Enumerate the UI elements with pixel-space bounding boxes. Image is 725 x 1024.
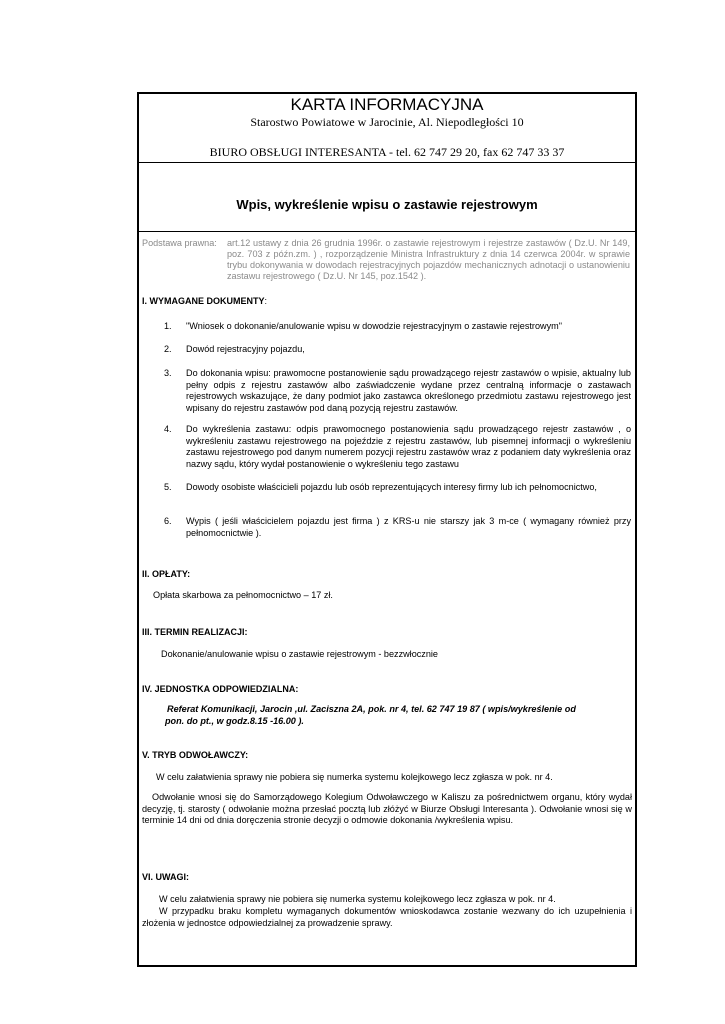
header-divider bbox=[139, 162, 635, 163]
office-address: Starostwo Powiatowe w Jarocinie, Al. Niepodległości 10 bbox=[250, 115, 524, 129]
appeal-paragraph-2: Odwołanie wnosi się do Samorządowego Kolegium Odwoławczego w Kaliszu za pośrednictwem organu, który wydał decyzję, tj. starosty ( odwołanie można przesłać pocztą lub złóżyć w Biurze Obsługi Interesanta ). Odwołanie wnosi się w terminie 14 dni od dnia doręczenia stronie decyzji o odmowie dokonania /wykreślenia wpisu. bbox=[142, 792, 632, 826]
term-text: Dokonanie/anulowanie wpisu o zastawie rejestrowym - bezzwłocznie bbox=[161, 649, 438, 659]
section-appeal-title: V. TRYB ODWOŁAWCZY: bbox=[142, 750, 249, 760]
section-documents-title: I. WYMAGANE DOKUMENTY: bbox=[142, 296, 268, 306]
contact-line: BIURO OBSŁUGI INTERESANTA - tel. 62 747 29 20, fax 62 747 33 37 bbox=[209, 145, 565, 159]
legal-basis-text: art.12 ustawy z dnia 26 grudnia 1996r. o zastawie rejestrowym i rejestrze zastawów ( Dz.U. Nr 149, poz. 703 z późn.zm. ) , rozporządzenie Ministra Infrastruktury z dnia 14 czerwca 2004r. w sprawie trybu dokonywania w dowodach rejestracyjnych pojazdów mechanicznych adnotacji o ustanowieniu zastawu rejestrowego ( Dz.U. Nr 145, poz.1542 ). bbox=[227, 238, 630, 281]
unit-line-1: Referat Komunikacji, Jarocin ,ul. Zaciszna 2A, pok. nr 4, tel. 62 747 19 87 ( wpis/wykreślenie od bbox=[167, 704, 576, 714]
section-term-title: III. TERMIN REALIZACJI: bbox=[142, 627, 248, 637]
main-heading: Wpis, wykreślenie wpisu o zastawie rejestrowym bbox=[236, 197, 538, 212]
info-card: KARTA INFORMACYJNA Starostwo Powiatowe w Jarocinie, Al. Niepodległości 10 BIURO OBSŁUGI INTERESANTA - tel. 62 747 29 20, fax 62 747 33 37 Wpis, wykreślenie wpisu o zastawie rejestrowym Podstawa prawna: art.12 ustawy z dnia 26 grudnia 1996r. o zastawie rejestrowym i rejestrze zastawów ( Dz.U. Nr 149, poz. 703 z późn.zm. ) , rozporządzenie Ministra Infrastruktury z dnia 14 czerwca 2004r. w sprawie trybu dokonywania w dowodach rejestracyjnych pojazdów mechanicznych adnotacji o ustanowieniu zastawu rejestrowego ( Dz.U. Nr 145, poz.1542 ). I. WYMAGANE DOKUMENTY: 1. "Wniosek o dokonanie/anulowanie wpisu w dowodzie rejestracyjnym o zastawie rejestrowym" 2. Dowód rejestracyjny pojazdu, 3. Do dokonania wpisu: prawomocne postanowienie sądu prowadzącego rejestr zastawów o wpisie, aktualny lub pełny odpis z rejestru zastawów albo zaświadczenie wydane przez centralną informacje o zastawach rejestrowych wskazujące, że dany podmiot jako zastawca określonego przedmiotu zastawu rejestrowego jest wpisany do rejestru zastawów pod daną pozycją rejestru zastawów. 4. Do wykreślenia zastawu: odpis prawomocnego postanowienia sądu prowadzącego rejestr zastawów , o wykreśleniu zastawu rejestrowego na pojeździe z rejestru zastawów, lub pisemnej informacji o wykreśleniu zastawu rejestrowego pod danym numerem pozycji rejestru zastawów wraz z podaniem daty wykreślenia oraz nazwy sądu, który wydał postanowienie o wykreśleniu tego zastawu 5. Dowody osobiste właścicieli pojazdu lub osób reprezentujących interesy firmy lub ich pełnomocnictwo, 6. Wypis ( jeśli właścicielem pojazdu jest firma ) z KRS-u nie starszy jak 3 m-ce ( wymagany również przy pełnomocnictwie ). II. OPŁATY: Opłata skarbowa za pełnomocnictwo – 17 zł. III. TERMIN REALIZACJI: Dokonanie/anulowanie wpisu o zastawie rejestrowym - bezzwłocznie IV. JEDNOSTKA ODPOWIEDZIALNA: Referat Komunikacji, Jarocin ,ul. Zaciszna 2A, pok. nr 4, tel. 62 747 19 87 ( wpis/wykreślenie od pon. do pt., w godz.8.15 -16.00 ). V. TRYB ODWOŁAWCZY: W celu załatwienia sprawy nie pobiera się numerka systemu kolejkowego lecz zgłasza w pok. nr 4. Odwołanie wnosi się do Samorządowego Kolegium Odwoławczego w Kaliszu za pośrednictwem organu, który wydał decyzję, tj. starosty ( odwołanie można przesłać pocztą lub złóżyć w Biurze Obsługi Interesanta ). Odwołanie wnosi się w terminie 14 dni od dnia doręczenia stronie decyzji o odmowie dokonania /wykreślenia wpisu. VI. UWAGI: W celu załatwienia sprawy nie pobiera się numerka systemu kolejkowego lecz zgłasza w pok. nr 4. W przypadku braku kompletu wymaganych dokumentów wnioskodawca zostanie wezwany do ich uzupełnienia i złożenia w jednostce odpowiedzialnej za prowadzenie sprawy. bbox=[137, 92, 637, 967]
remarks-paragraph-2: W przypadku braku kompletu wymaganych dokumentów wnioskodawca zostanie wezwany do ich uzupełnienia i złożenia w jednostce odpowiedzialnej za prowadzenie sprawy. bbox=[142, 906, 632, 928]
section-remarks-title: VI. UWAGI: bbox=[142, 872, 189, 882]
section-fees-title: II. OPŁATY: bbox=[142, 569, 191, 579]
section-unit-title: IV. JEDNOSTKA ODPOWIEDZIALNA: bbox=[142, 684, 299, 694]
card-title: KARTA INFORMACYJNA bbox=[290, 95, 484, 114]
fees-text: Opłata skarbowa za pełnomocnictwo – 17 zł. bbox=[153, 590, 333, 600]
appeal-paragraph-1: W celu załatwienia sprawy nie pobiera się numerka systemu kolejkowego lecz zgłasza w pok. nr 4. bbox=[156, 772, 553, 782]
heading-divider bbox=[139, 231, 635, 232]
unit-line-2: pon. do pt., w godz.8.15 -16.00 ). bbox=[165, 716, 304, 726]
remarks-paragraph-1: W celu załatwienia sprawy nie pobiera się numerka systemu kolejkowego lecz zgłasza w pok. nr 4. bbox=[159, 894, 556, 904]
legal-basis-label: Podstawa prawna: bbox=[142, 238, 217, 248]
